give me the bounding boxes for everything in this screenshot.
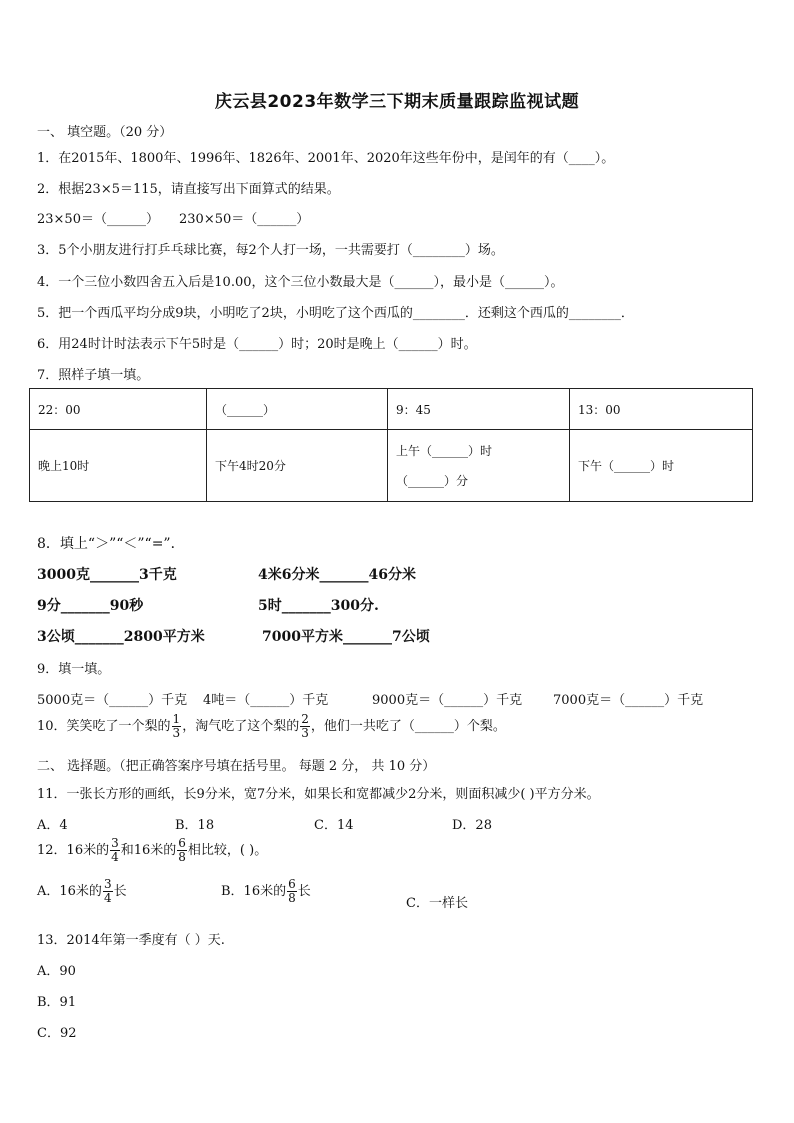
question-2-part-b: 230×50＝（______） — [179, 212, 310, 227]
option: C．92 — [37, 1026, 77, 1041]
option: A．90 — [37, 964, 76, 979]
table-row — [30, 430, 753, 502]
fraction-denominator: 4 — [111, 850, 119, 864]
question-12-text: 和16米的 — [120, 843, 177, 858]
question-11: 11．一张长方形的画纸，长9分米，宽7分米，如果长和宽都减少2分米，则面积减少( )平方分米。 — [37, 787, 600, 802]
fraction-denominator: 8 — [178, 850, 186, 864]
question-10-text: ，淘气吃了这个梨的 — [182, 719, 300, 734]
option: C．14 — [314, 818, 354, 833]
option-text: A．16米的 — [37, 884, 102, 899]
table-cell — [388, 430, 570, 502]
time-conversion-table — [29, 388, 753, 502]
fraction — [103, 878, 113, 905]
question-2: 2．根据23×5＝115，请直接写出下面算式的结果。 — [37, 182, 340, 197]
fraction-numerator: 6 — [178, 836, 186, 850]
table-cell: 下午（______）时 — [570, 430, 753, 502]
question-12-text: 12．16米的 — [37, 843, 110, 858]
table-cell-line: （______）分 — [396, 473, 469, 488]
question-9: 9．填一填。 — [37, 662, 111, 677]
option: C．一样长 — [406, 896, 468, 911]
option — [37, 877, 127, 907]
conversion-item: 4吨＝（______）千克 — [203, 693, 329, 708]
question-5: 5．把一个西瓜平均分成9块，小明吃了2块，小明吃了这个西瓜的________．还剩这个西瓜的________． — [37, 306, 634, 321]
fraction-numerator: 3 — [111, 836, 119, 850]
fraction — [177, 837, 187, 864]
table-cell: 22：00 — [30, 389, 207, 430]
option-text: 长 — [113, 884, 127, 899]
fraction-numerator: 6 — [288, 877, 296, 891]
question-7: 7．照样子填一填。 — [37, 368, 150, 383]
fraction-denominator: 3 — [172, 726, 181, 740]
table-cell: 晚上10时 — [30, 430, 207, 502]
fraction-numerator: 1 — [172, 712, 181, 726]
question-3: 3．5个小朋友进行打乒乓球比赛，每2个人打一场，一共需要打（________）场。 — [37, 243, 504, 258]
page-title: 庆云县2023年数学三下期末质量跟踪监视试题 — [214, 92, 580, 112]
option — [221, 877, 311, 907]
question-6: 6．用24时计时法表示下午5时是（______）时；20时是晚上（______）时。 — [37, 337, 477, 352]
conversion-item: 9000克＝（______）千克 — [372, 693, 523, 708]
table-cell-line: 上午（______）时 — [396, 443, 493, 458]
option: A．4 — [37, 818, 68, 833]
question-10-text: ，他们一共吃了（______）个梨。 — [310, 719, 506, 734]
fraction-denominator: 8 — [288, 891, 296, 905]
question-12-text: 相比较，( )。 — [187, 843, 268, 858]
question-13: 13．2014年第一季度有（ ）天. — [37, 933, 225, 948]
section-heading-fill-blank: 一、 填空题。（20 分） — [37, 125, 173, 140]
compare-item: 5时_______300分. — [258, 598, 379, 614]
option: B．18 — [175, 818, 215, 833]
table-cell: 13：00 — [570, 389, 753, 430]
table-cell: 下午4时20分 — [207, 430, 388, 502]
option: D．28 — [452, 818, 492, 833]
table-cell: 9：45 — [388, 389, 570, 430]
question-1: 1．在2015年、1800年、1996年、1826年、2001年、2020年这些年份中，是闰年的有（____）。 — [37, 151, 615, 166]
compare-item: 7000平方米_______7公顷 — [262, 629, 430, 645]
question-2-part-a: 23×50＝（______） — [37, 212, 159, 227]
table-row — [30, 389, 753, 430]
option: B．91 — [37, 995, 77, 1010]
compare-item: 4米6分米_______46分米 — [258, 567, 416, 583]
question-4: 4．一个三位小数四舍五入后是10.00，这个三位小数最大是（______），最小是（______）。 — [37, 275, 564, 290]
fraction-numerator: 2 — [301, 712, 309, 726]
fraction-denominator: 4 — [103, 891, 112, 905]
compare-item: 3000克_______3千克 — [37, 567, 177, 583]
fraction — [300, 713, 310, 740]
question-12 — [37, 836, 267, 866]
fraction-numerator: 3 — [103, 877, 112, 891]
compare-item: 3公顷_______2800平方米 — [37, 629, 205, 645]
fraction — [110, 837, 120, 864]
table-cell: （______） — [207, 389, 388, 430]
fraction — [172, 713, 182, 740]
section-heading-choice: 二、 选择题。（把正确答案序号填在括号里。 每题 2 分， 共 10 分） — [37, 759, 436, 774]
option-text: 长 — [297, 884, 311, 899]
fraction — [287, 878, 297, 905]
option-text: B．16米的 — [221, 884, 287, 899]
compare-item: 9分_______90秒 — [37, 598, 144, 614]
conversion-item: 5000克＝（______）千克 — [37, 693, 188, 708]
fraction-denominator: 3 — [301, 726, 309, 740]
question-10 — [37, 712, 506, 742]
question-10-text: 10．笑笑吃了一个梨的 — [37, 719, 171, 734]
conversion-item: 7000克＝（______）千克 — [553, 693, 704, 708]
question-8: 8．填上“＞”“＜”“=”． — [37, 536, 185, 552]
